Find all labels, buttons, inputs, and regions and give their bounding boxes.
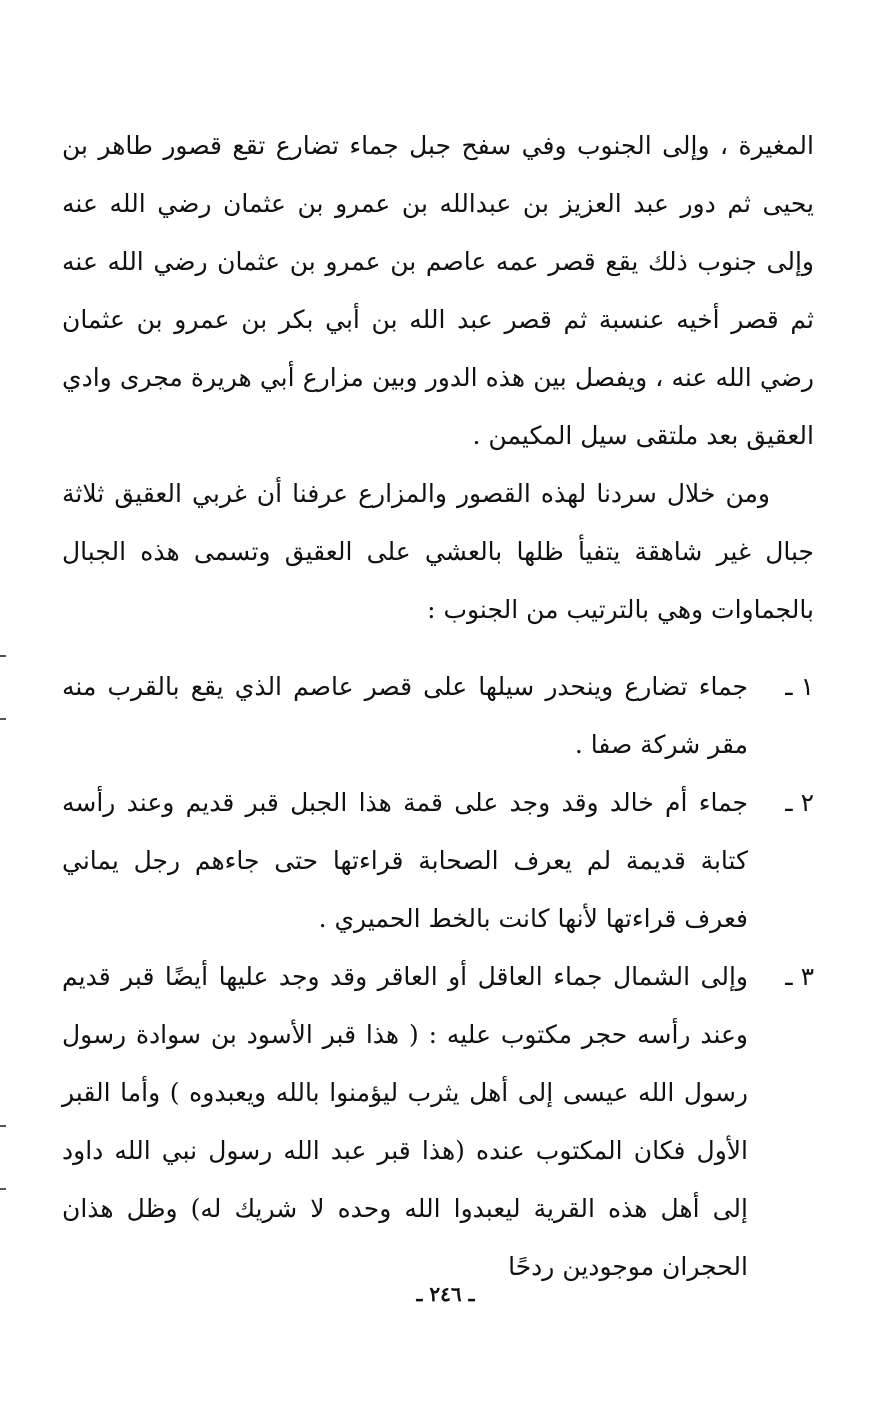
scan-edge-mark	[0, 1125, 6, 1127]
paragraph-2: ومن خلال سردنا لهذه القصور والمزارع عرفنا أن غربي العقيق ثلاثة جبال غير شاهقة يتفيأ ظلها بالعشي على العقيق وتسمى هذه الجبال بالجماوات وهي بالترتيب من الجنوب :	[62, 479, 814, 624]
list-marker-3: ٣ ـ	[785, 962, 814, 991]
scan-edge-mark	[0, 1188, 6, 1190]
page-number: ـ ٢٤٦ ـ	[416, 1282, 475, 1306]
list-item-1-text: جماء تضارع وينحدر سيلها على قصر عاصم الذي يقع بالقرب منه مقر شركة صفا .	[62, 672, 748, 759]
list-marker-1: ١ ـ	[785, 672, 814, 701]
list-item-3-text: وإلى الشمال جماء العاقل أو العاقر وقد وجد عليها أيضًا قبر قديم وعند رأسه حجر مكتوب عليه : ( هذا قبر الأسود بن سوادة رسول رسول الله عيسى إلى أهل يثرب ليؤمنوا بالله ويعبدوه ) وأما القبر الأول فكان المكتوب عنده (هذا قبر عبد الله رسول نبي الله داود إلى أهل هذه القرية ليعبدوا الله وحده لا شريك له) وظل هذان الحجران موجودين ردحًا	[62, 962, 749, 1281]
list-marker-2: ٢ ـ	[785, 788, 814, 817]
scan-edge-mark	[0, 718, 6, 720]
list-item-1	[62, 658, 814, 774]
list-item-2	[62, 774, 814, 948]
list-item-3	[62, 948, 814, 1296]
scan-edge-mark	[0, 655, 6, 657]
list-item-2-text: جماء أم خالد وقد وجد على قمة هذا الجبل قبر قديم وعند رأسه كتابة قديمة لم يعرف الصحابة قراءتها حتى جاءهم رجل يماني فعرف قراءتها لأنها كانت بالخط الحميري .	[62, 788, 748, 933]
paragraph-1: المغيرة ، وإلى الجنوب وفي سفح جبل جماء تضارع تقع قصور طاهر بن يحيى ثم دور عبد العزيز بن عبدالله بن عمرو بن عثمان رضي الله عنه وإلى جنوب ذلك يقع قصر عمه عاصم بن عمرو بن عثمان رضي الله عنه ثم قصر أخيه عنسبة ثم قصر عبد الله بن أبي بكر بن عمرو بن عثمان رضي الله عنه ، ويفصل بين هذه الدور وبين مزارع أبي هريرة مجرى وادي العقيق بعد ملتقى سيل المكيمن .	[62, 131, 814, 450]
